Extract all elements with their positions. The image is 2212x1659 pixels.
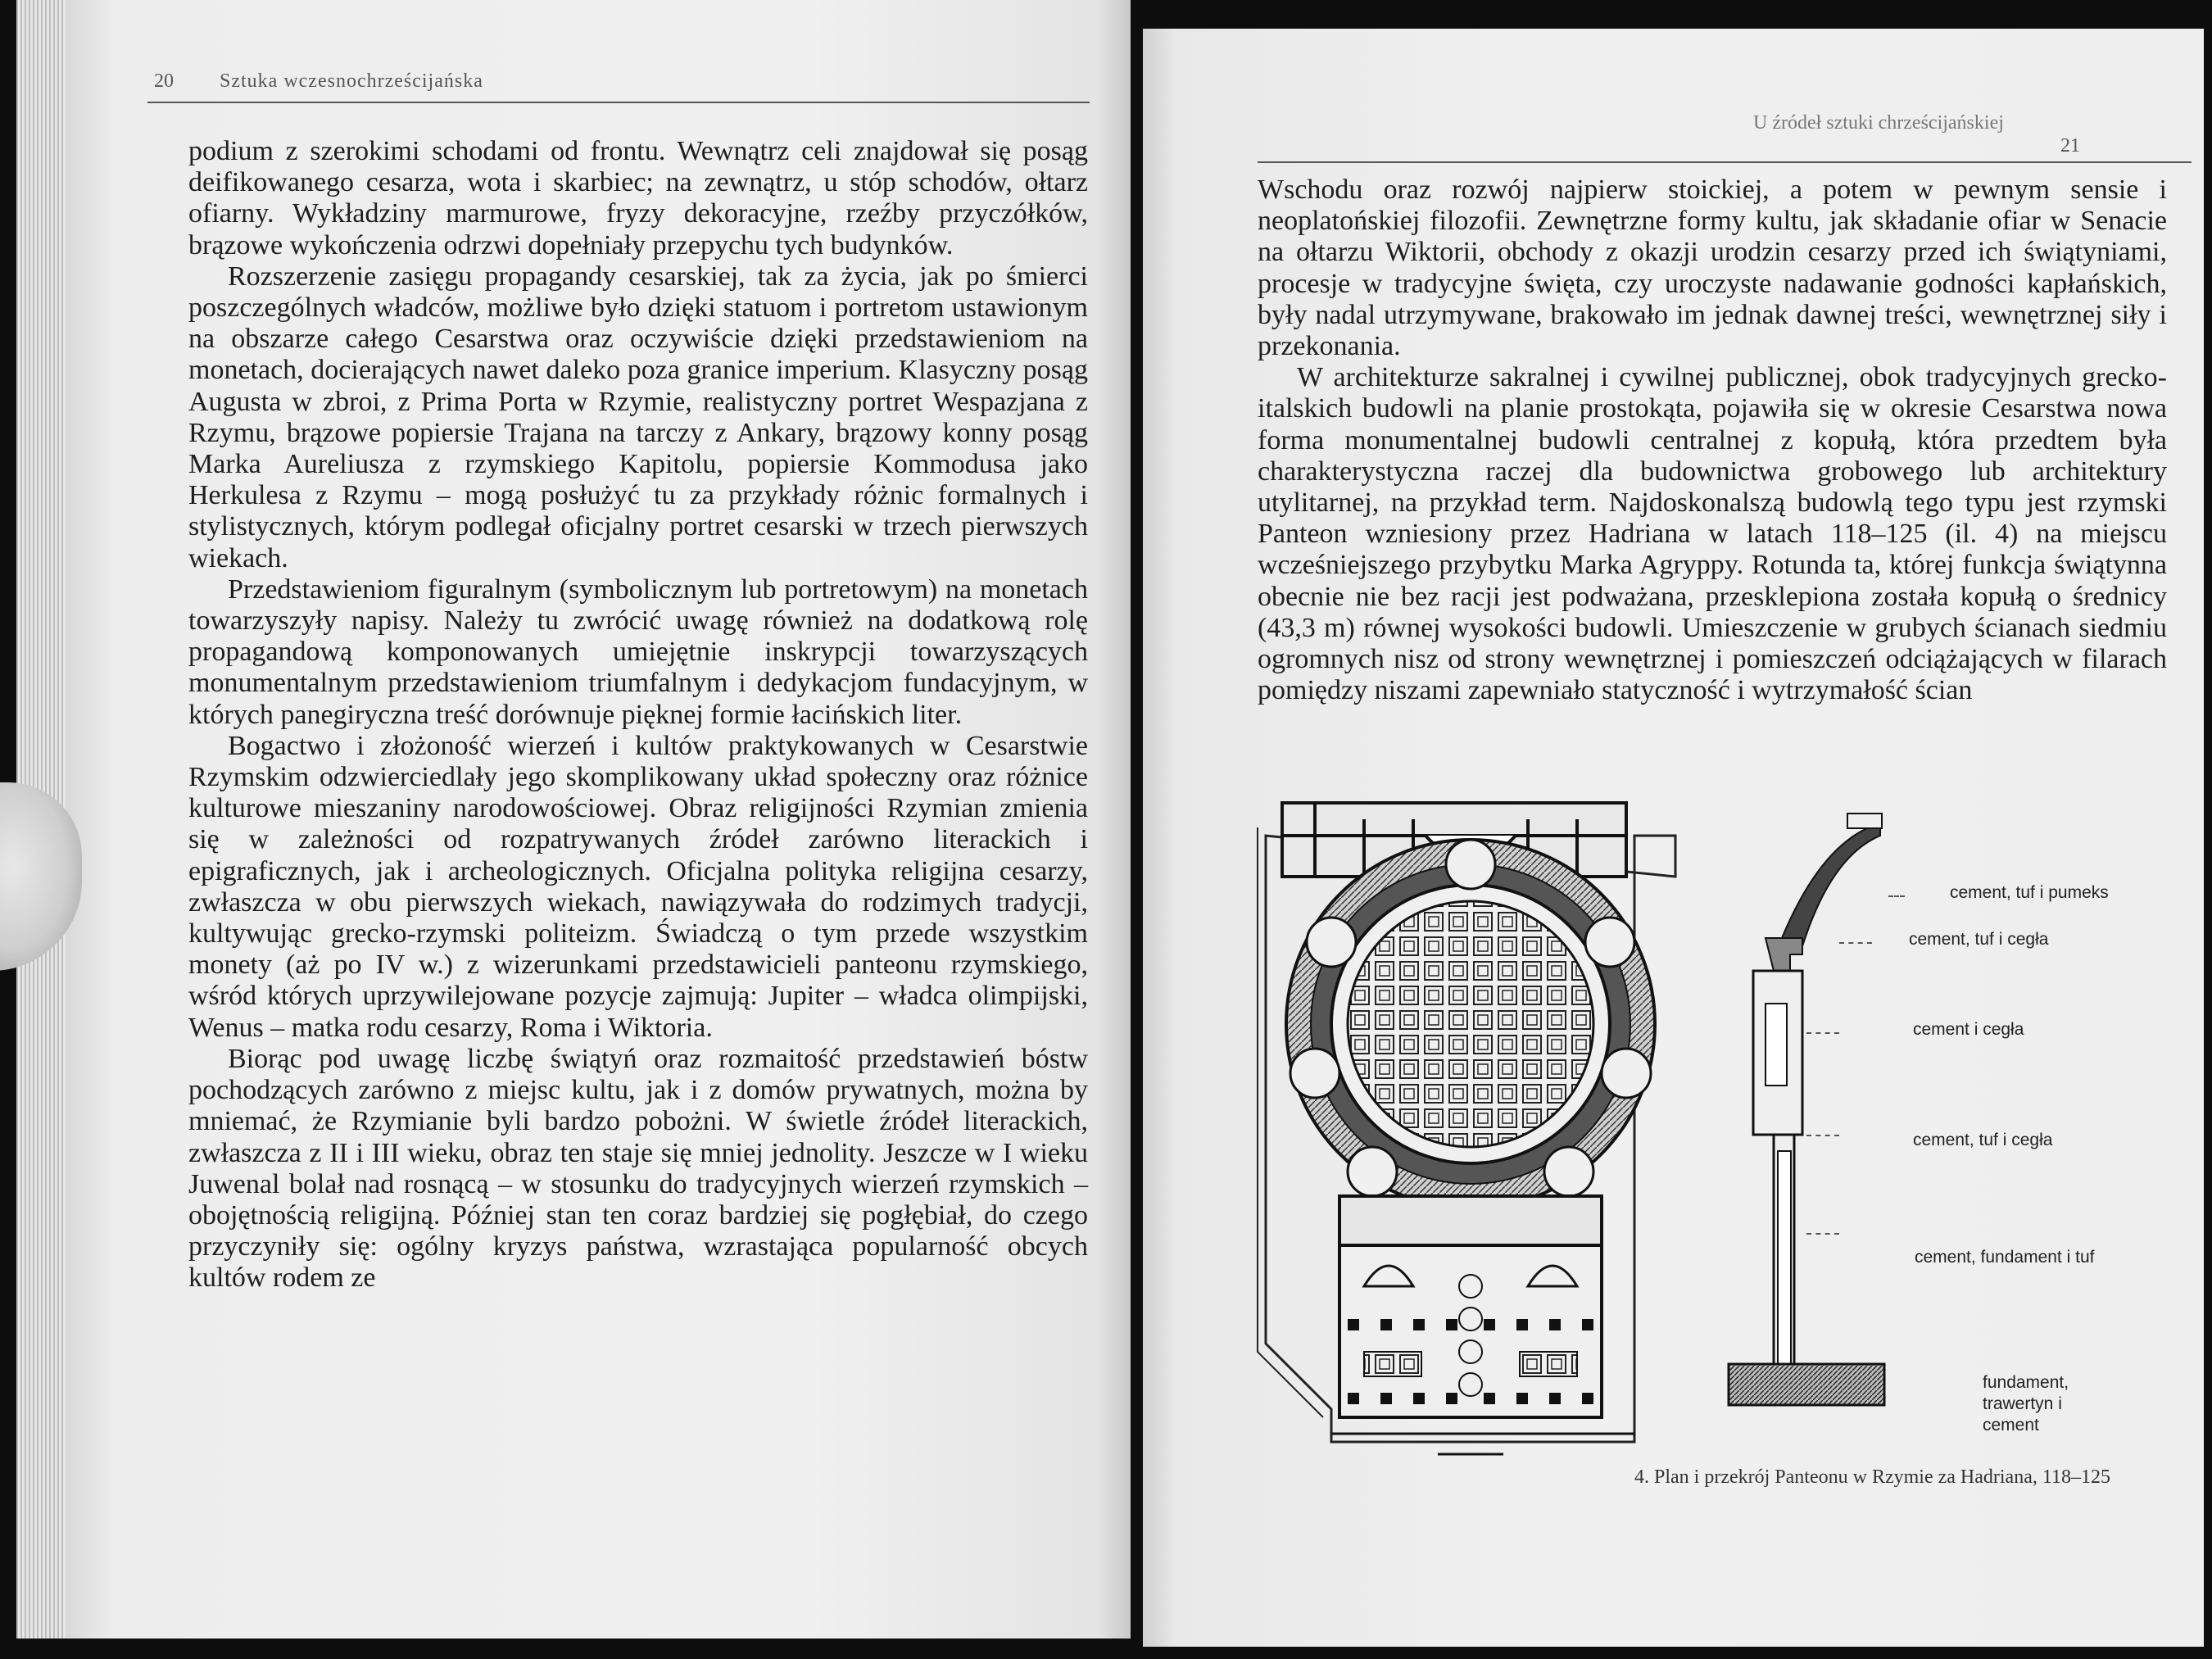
paragraph: podium z szerokimi schodami od frontu. Wewnątrz celi znajdował się posąg deifikowanego cesarza, wota i skarbiec; na zewnątrz, u stóp schodów, ołtarz ofiarny. Wykładziny marmurowe, fryzy dekoracyjne, rzeźby przyczółków, brązowe wykończenia odrzwi dopełniały przepychu tych budynków. [188,136,1088,261]
paragraph: Bogactwo i złożoność wierzeń i kultów praktykowanych w Cesarstwie Rzymskim odzwierciedlały jego skomplikowany układ społeczny oraz różnice kulturowe mieszaniny narodowościowej. Obraz religijności Rzymian zmienia się w zależności od rozpatrywanych źródeł zarówno literackich i epigraficznych, jak i archeologicznych. Oficjalna polityka religijna cesarzy, zwłaszcza w obu pierwszych wiekach, nawiązywała do rodzimych tradycji, kultywując grecko-rzymski politeizm. Świadczą o tym przede wszystkim monety (aż po IV w.) z wizerunkami przedstawicieli panteonu rzymskiego, wśród których uprzywilejowane pozycje zajmują: Jupiter – władca olimpijski, Wenus – matka rodu cesarzy, Roma i Wiktoria. [188,730,1088,1043]
section-label: cement, tuf i cegła [1913,1131,2053,1149]
paragraph: W architekturze sakralnej i cywilnej publicznej, obok tradycyjnych grecko-italskich budowli na planie prostokąta, pojawiła się w okresie Cesarstwa nowa forma monumentalnej budowli centralnej z kopułą, która przedtem była charakterystyczna raczej dla budownictwa grobowego lub architektury utylitarnej, na przykład term. Najdoskonalszą budowlą tego typu jest rzymski Panteon wzniesiony przez Hadriana w latach 118–125 (il. 4) na miejscu wcześniejszego przybytku Marka Agryppy. Rotunda ta, której funkcja świątynna obecnie nie bez racji jest podważana, przesklepiona została kopułą o średnicy (43,3 m) równej wysokości budowli. Umieszczenie w grubych ścianach siedmiu ogromnych nisz od strony wewnętrznej i pomieszczeń odciążających w filarach pomiędzy niszami zapewniało statyczność i wytrzymałość ścian [1258,362,2167,706]
label-leader [1839,942,1872,944]
left-page [66,0,1131,1639]
label-leader [1806,1135,1839,1136]
header-rule-right [1258,161,2192,163]
figure-caption: 4. Plan i przekrój Panteonu w Rzymie za Hadriana, 118–125 [1634,1466,2110,1488]
label-leader [1806,1032,1839,1034]
section-label: cement, tuf i cegła [1909,930,2049,949]
left-text-column [188,136,1088,1294]
header-rule-left [147,102,1090,103]
right-text-column [1258,175,2167,706]
section-label: cement, tuf i pumeks [1950,883,2109,902]
label-leader [1888,895,1905,897]
paragraph: Wschodu oraz rozwój najpierw stoickiej, a potem w pewnym sensie i neoplatońskiej filozofii. Zewnętrzne formy kultu, jak składanie ofiar w Senacie na ołtarzu Wiktorii, obchody z okazji urodzin cesarzy przed ich świątyniami, procesje w tradycyjne święta, czy uroczyste nadawanie godności kapłańskich, były nadal utrzymywane, brakowało im jednak dawnej treści, wewnętrznej siły i przekonania. [1258,175,2167,362]
right-page [1143,29,2204,1647]
pantheon-section-drawing [1725,791,1888,1413]
running-head-left: Sztuka wczesnochrześcijańska [220,70,483,92]
page-number-left: 20 [154,70,174,92]
page-number-right: 21 [2060,135,2080,156]
section-label: cement, fundament i tuf [1915,1248,2095,1267]
pantheon-plan-drawing [1249,786,1708,1458]
paragraph: Biorąc pod uwagę liczbę świątyń oraz rozmaitość przedstawień bóstw pochodzących zarówno z miejsc kultu, jak i z domów prywatnych, można by mniemać, że Rzymianie byli bardzo pobożni. W świetle źródeł literackich, zwłaszcza z II i III wieku, obraz ten staje się mniej jednolity. Jeszcze w I wieku Juwenal bolał nad rosnącą – w stosunku do tradycyjnych wierzeń rzymskich – obojętnością religijną. Później stan ten coraz bardziej się pogłębiał, do czego przyczyniły się: ogólny kryzys państwa, wzrastająca popularność obcych kultów rodem ze [188,1043,1088,1294]
label-leader [1806,1233,1839,1235]
section-label: fundament, trawertyn i cement [1983,1373,2069,1435]
running-head-right: U źródeł sztuki chrześcijańskiej [1753,112,2004,134]
paragraph: Przedstawieniom figuralnym (symbolicznym lub portretowym) na monetach towarzyszyły napisy. Należy tu zwrócić uwagę również na dodatkową rolę propagandową komponowanych umiejętnie inskrypcji towarzyszących monumentalnym przedstawieniom triumfalnym i dedykacjom fundacyjnym, w których panegiryczna treść dorównuje pięknej formie łacińskich liter. [188,573,1088,730]
paragraph: Rozszerzenie zasięgu propagandy cesarskiej, tak za życia, jak po śmierci poszczególnych władców, możliwe było dzięki statuom i portretom ustawionym na obszarze całego Cesarstwa oraz oczywiście dzięki przedstawieniom na monetach, docierających nawet daleko poza granice imperium. Klasyczny posąg Augusta w zbroi, z Prima Porta w Rzymie, realistyczny portret Wespazjana z Rzymu, brązowe popiersie Trajana na tarczy z Ankary, brązowy konny posąg Marka Aureliusza z rzymskiego Kapitolu, popiersie Kommodusa jako Herkulesa z Rzymu – mogą posłużyć tu za przykłady różnic formalnych i stylistycznych, którym podlegał oficjalny portret cesarski w trzech pierwszych wiekach. [188,261,1088,573]
section-label: cement i cegła [1913,1020,2024,1039]
